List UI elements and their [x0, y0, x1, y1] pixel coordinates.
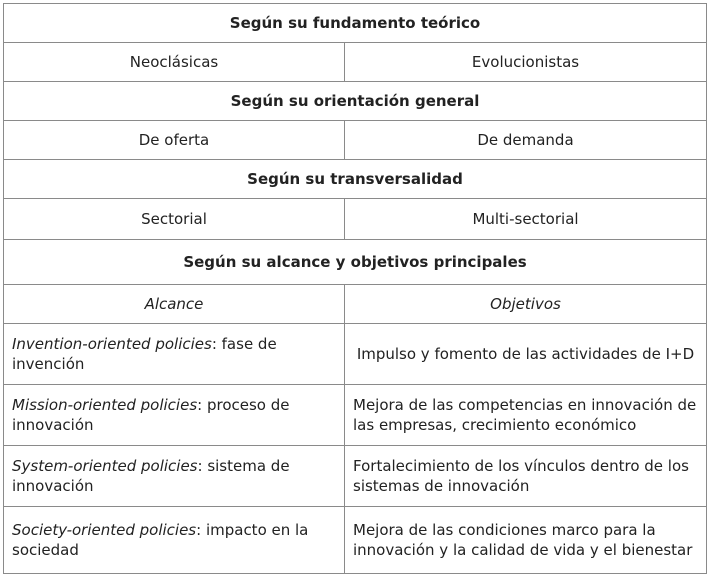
scope-row [4, 507, 707, 574]
scope-row [4, 446, 707, 507]
section-left-value: De oferta [4, 121, 345, 160]
objective-cell: Mejora de las condiciones marco para la innovación y la calidad de vida y el bienestar [345, 507, 707, 574]
section-header-row [4, 160, 707, 199]
policy-description: : fase de invención [12, 335, 277, 373]
column-header-objetivos: Objetivos [345, 285, 707, 324]
scope-column-headers [4, 285, 707, 324]
section-header: Según su orientación general [4, 82, 707, 121]
objective-cell: Fortalecimiento de los vínculos dentro de los sistemas de innovación [345, 446, 707, 507]
section-values-row [4, 121, 707, 160]
scope-cell [4, 324, 345, 385]
policy-description: : sistema de innovación [12, 457, 290, 495]
section-header-row [4, 82, 707, 121]
scope-cell [4, 507, 345, 574]
policy-description: : impacto en la sociedad [12, 521, 309, 559]
section-values-row [4, 43, 707, 82]
scope-row [4, 324, 707, 385]
objective-cell: Mejora de las competencias en innovación de las empresas, crecimiento económico [345, 385, 707, 446]
section-header: Según su transversalidad [4, 160, 707, 199]
section-right-value: De demanda [345, 121, 707, 160]
policy-description: : proceso de innovación [12, 396, 290, 434]
scope-header-row [4, 240, 707, 285]
column-header-alcance: Alcance [4, 285, 345, 324]
policy-classification-table [3, 3, 707, 574]
section-header: Según su fundamento teórico [4, 4, 707, 43]
section-left-value: Neoclásicas [4, 43, 345, 82]
section-right-value: Multi-sectorial [345, 199, 707, 240]
policy-term: System-oriented policies [12, 457, 198, 475]
policy-term: Society-oriented policies [12, 521, 197, 539]
section-values-row [4, 199, 707, 240]
scope-cell [4, 446, 345, 507]
section-left-value: Sectorial [4, 199, 345, 240]
objective-cell: Impulso y fomento de las actividades de I+D [345, 324, 707, 385]
policy-term: Mission-oriented policies [12, 396, 198, 414]
section-right-value: Evolucionistas [345, 43, 707, 82]
scope-row [4, 385, 707, 446]
policy-term: Invention-oriented policies [12, 335, 212, 353]
scope-header: Según su alcance y objetivos principales [4, 240, 707, 285]
scope-cell [4, 385, 345, 446]
section-header-row [4, 4, 707, 43]
